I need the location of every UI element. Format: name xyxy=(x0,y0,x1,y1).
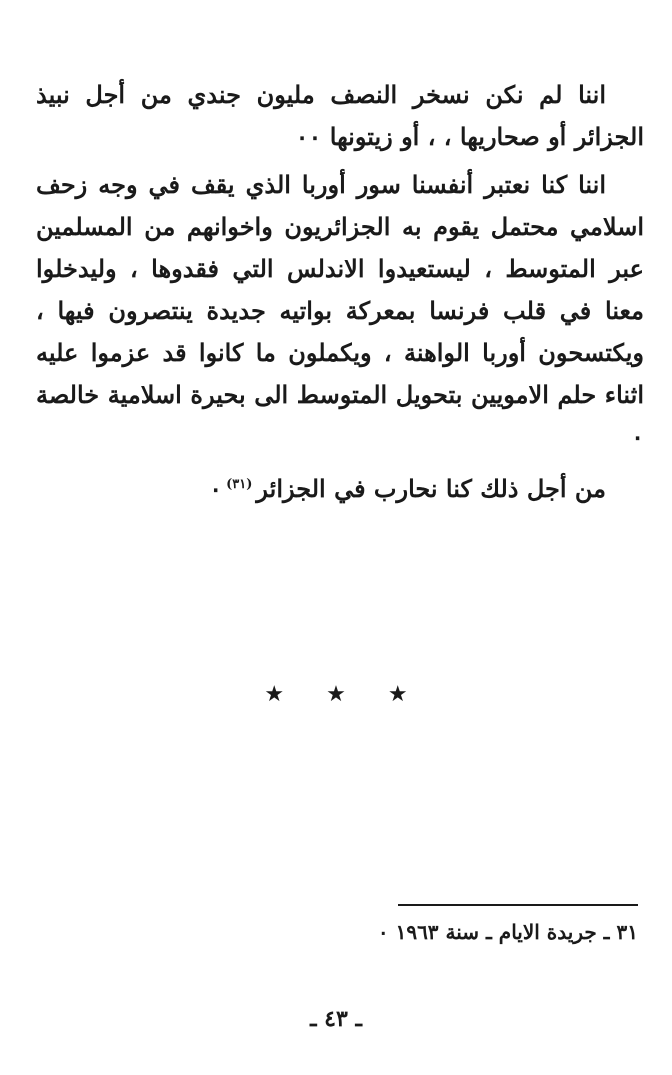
paragraph-3-text: من أجل ذلك كنا نحارب في الجزائر xyxy=(256,474,606,503)
star-icon: ★ xyxy=(326,682,346,707)
page-number: ـ ٤٣ ـ xyxy=(310,1006,362,1032)
footnote-reference: (٣١) xyxy=(226,477,253,492)
paragraph-2: اننا كنا نعتبر أنفسنا سور أوربا الذي يقف في وجه زحف اسلامي محتمل يقوم به الجزائريون واخوانهم من المسلمين عبر المتوسط ، ليستعيدوا الاندلس التي فقدوها ، وليدخلوا معنا في قلب فرنسا بمعركة بواتيه جديدة ينتصرون فيها ، ويكتسحون أوربا الواهنة ، ويكملون ما كانوا قد عزموا عليه اثناء حلم الامويين بتحويل المتوسط الى بحيرة اسلامية خالصة ٠ xyxy=(36,170,644,451)
paragraph-3 xyxy=(36,464,644,510)
footnote-divider xyxy=(398,904,638,906)
star-icon: ★ xyxy=(264,682,285,707)
star-icon: ★ xyxy=(387,682,408,707)
paragraph-1: اننا لم نكن نسخر النصف مليون جندي من أجل نبيذ الجزائر أو صحاريها ، ، أو زيتونها ٠٠ xyxy=(36,80,644,151)
paragraph-3-end: ٠ xyxy=(209,474,223,503)
footnote: ٣١ ـ جريدة الايام ـ سنة ١٩٦٣ ٠ xyxy=(377,920,638,944)
section-separator xyxy=(0,682,672,707)
body-text xyxy=(36,74,644,516)
